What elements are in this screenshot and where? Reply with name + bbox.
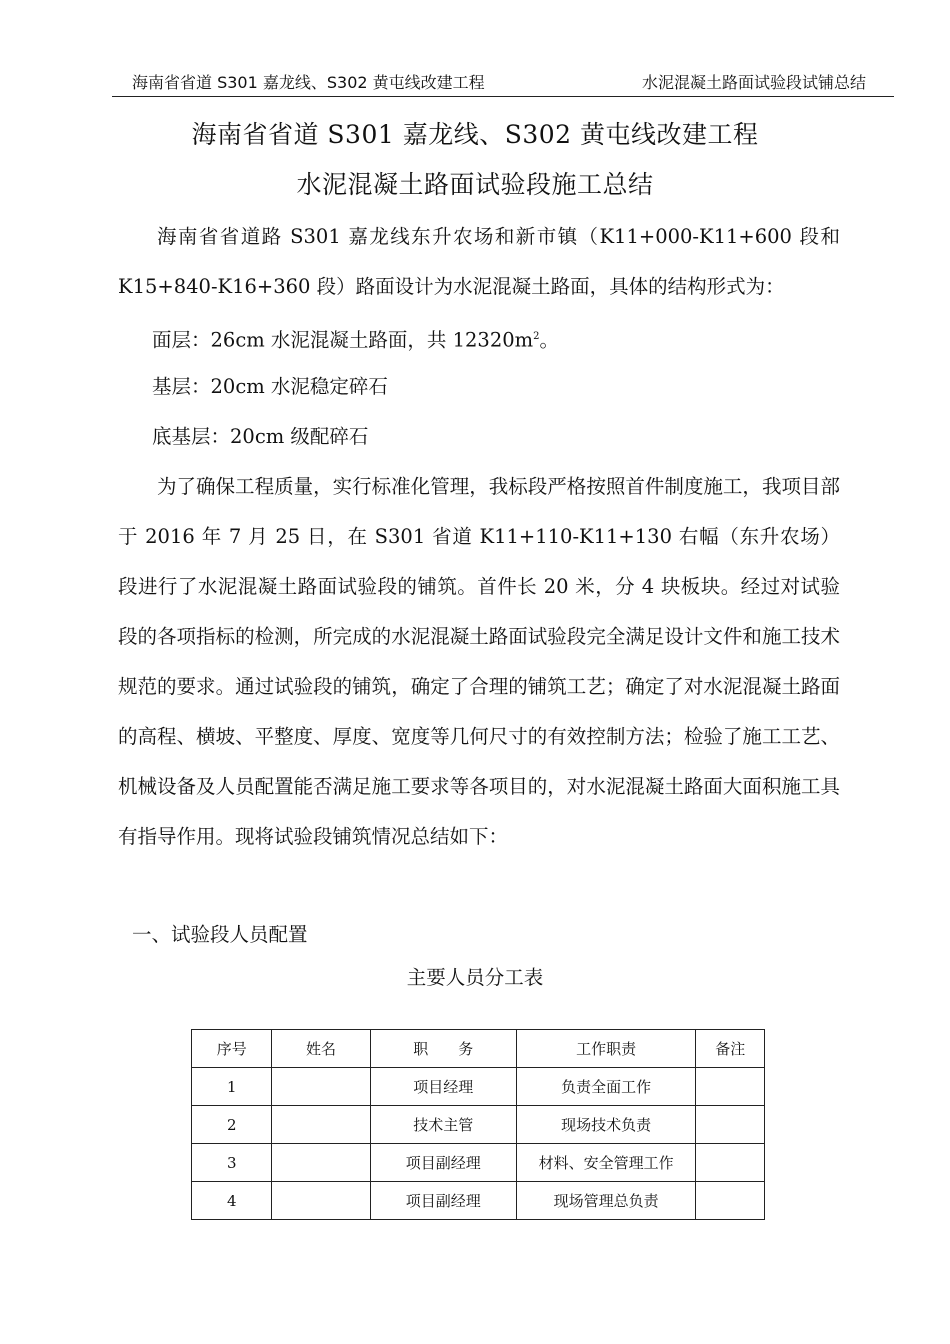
surface-layer-line (152, 312, 559, 366)
table-row (192, 1144, 765, 1182)
document-title-line2: 水泥混凝土路面试验段施工总结 (296, 170, 654, 199)
subbase-layer-line: 底基层：20cm 级配碎石 (152, 425, 369, 448)
cell-name (272, 1106, 370, 1144)
header-cell-name: 姓名 (272, 1030, 370, 1068)
page-header (112, 64, 894, 97)
cell-remark (696, 1182, 765, 1220)
table-row (192, 1106, 765, 1144)
cell-remark (696, 1144, 765, 1182)
table-row (192, 1068, 765, 1106)
staff-table (191, 1029, 765, 1220)
header-left-title: 海南省省道 S301 嘉龙线、S302 黄屯线改建工程 (132, 73, 485, 92)
header-cell-position: 职 务 (370, 1030, 516, 1068)
cell-name (272, 1182, 370, 1220)
cell-number: 1 (192, 1068, 272, 1106)
header-cell-remark: 备注 (696, 1030, 765, 1068)
surface-layer-text: 面层：26cm 水泥混凝土路面，共 12320m (152, 328, 534, 352)
document-title-line1: 海南省省道 S301 嘉龙线、S302 黄屯线改建工程 (191, 120, 759, 149)
cell-position: 项目副经理 (370, 1144, 516, 1182)
header-cell-duty: 工作职责 (516, 1030, 696, 1068)
cell-remark (696, 1106, 765, 1144)
cell-name (272, 1144, 370, 1182)
cell-position: 技术主管 (370, 1106, 516, 1144)
cell-number: 4 (192, 1182, 272, 1220)
table-caption: 主要人员分工表 (406, 966, 544, 989)
base-layer-line: 基层：20cm 水泥稳定碎石 (152, 375, 388, 398)
header-cell-number: 序号 (192, 1030, 272, 1068)
cell-duty: 材料、安全管理工作 (516, 1144, 696, 1182)
cell-duty: 现场技术负责 (516, 1106, 696, 1144)
cell-number: 2 (192, 1106, 272, 1144)
table-row (192, 1182, 765, 1220)
cell-duty: 现场管理总负责 (516, 1182, 696, 1220)
surface-layer-suffix: 。 (539, 328, 560, 352)
cell-remark (696, 1068, 765, 1106)
table-header-row (192, 1030, 765, 1068)
cell-position: 项目副经理 (370, 1182, 516, 1220)
cell-number: 3 (192, 1144, 272, 1182)
cell-position: 项目经理 (370, 1068, 516, 1106)
surface-unit-superscript: 2 (533, 331, 540, 342)
body-paragraph: 为了确保工程质量，实行标准化管理，我标段严格按照首件制度施工，我项目部于 2016 年 7 月 25 日，在 S301 省道 K11+110-K11+130 右幅（东升农场）段进行了水泥混凝土路面试验段的铺筑。首件长 20 米，分 4 块板块。经过对试验段的各项指标的检测，所完成的水泥混凝土路面试验段完全满足设计文件和施工技术规范的要求。通过试验段的铺筑，确定了合理的铺筑工艺；确定了对水泥混凝土路面的高程、横坡、平整度、厚度、宽度等几何尺寸的有效控制方法；检验了施工工艺、机械设备及人员配置能否满足施工要求等各项目的，对水泥混凝土路面大面积施工具有指导作用。现将试验段铺筑情况总结如下： (118, 475, 840, 848)
cell-name (272, 1068, 370, 1106)
intro-paragraph: 海南省省道路 S301 嘉龙线东升农场和新市镇（K11+000-K11+600 段和 K15+840-K16+360 段）路面设计为水泥混凝土路面，具体的结构形式为： (118, 225, 840, 298)
header-right-title: 水泥混凝土路面试验段试铺总结 (641, 73, 866, 92)
cell-duty: 负责全面工作 (516, 1068, 696, 1106)
section-heading-staffing: 一、试验段人员配置 (132, 923, 308, 946)
